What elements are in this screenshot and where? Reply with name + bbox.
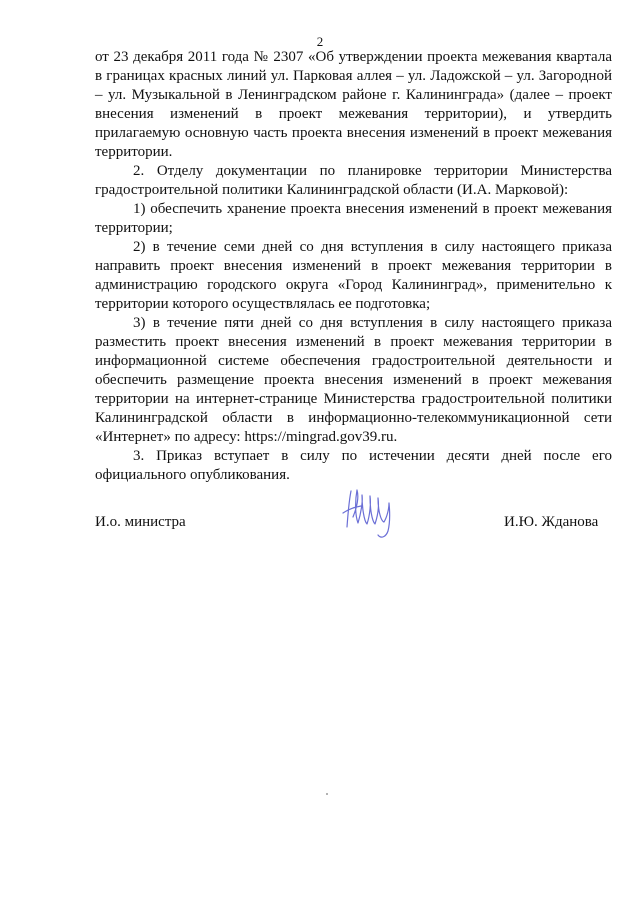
paragraph-item-3: 3. Приказ вступает в силу по истечении десяти дней после его официального опубликования.	[95, 448, 612, 483]
document-body	[95, 48, 612, 485]
signatory-name: И.Ю. Жданова	[504, 514, 599, 530]
paragraph-subitem-1: 1) обеспечить хранение проекта внесения изменений в проект межевания территории;	[95, 201, 612, 236]
paragraph-subitem-3: 3) в течение пяти дней со дня вступления в силу настоящего приказа разместить проект внесения изменений в проект межевания территории в информационной системе обеспечения градостроительной деятельности и обеспечить размещение проекта внесения изменений в проект межевания территории на интернет-странице Министерства градостроительной политики Калининградской области в информационно-телекоммуникационной сети «Интернет» по адресу: https://mingrad.gov39.ru.	[95, 315, 612, 445]
scan-speck	[326, 793, 328, 795]
paragraph-subitem-2: 2) в течение семи дней со дня вступления в силу настоящего приказа направить проект внесения изменений в проект межевания территории в администрацию городского округа «Город Калининград», применительно к территории которого осуществлялась ее подготовка;	[95, 239, 612, 312]
page-number: 2	[316, 34, 324, 49]
signatory-position: И.о. министра	[95, 514, 186, 530]
paragraph-continuation: от 23 декабря 2011 года № 2307 «Об утверждении проекта межевания квартала в границах красных линий ул. Парковая аллея – ул. Ладожской – ул. Загородной – ул. Музыкальной в Ленинградском районе г. Калининграда» (далее – проект внесения изменений в проект межевания территории), и утвердить прилагаемую основную часть проекта внесения изменений в проект межевания территории.	[95, 49, 612, 160]
handwritten-signature	[341, 487, 405, 541]
paragraph-item-2: 2. Отделу документации по планировке территории Министерства градостроительной политики Калининградской области (И.А. Марковой):	[95, 163, 612, 198]
